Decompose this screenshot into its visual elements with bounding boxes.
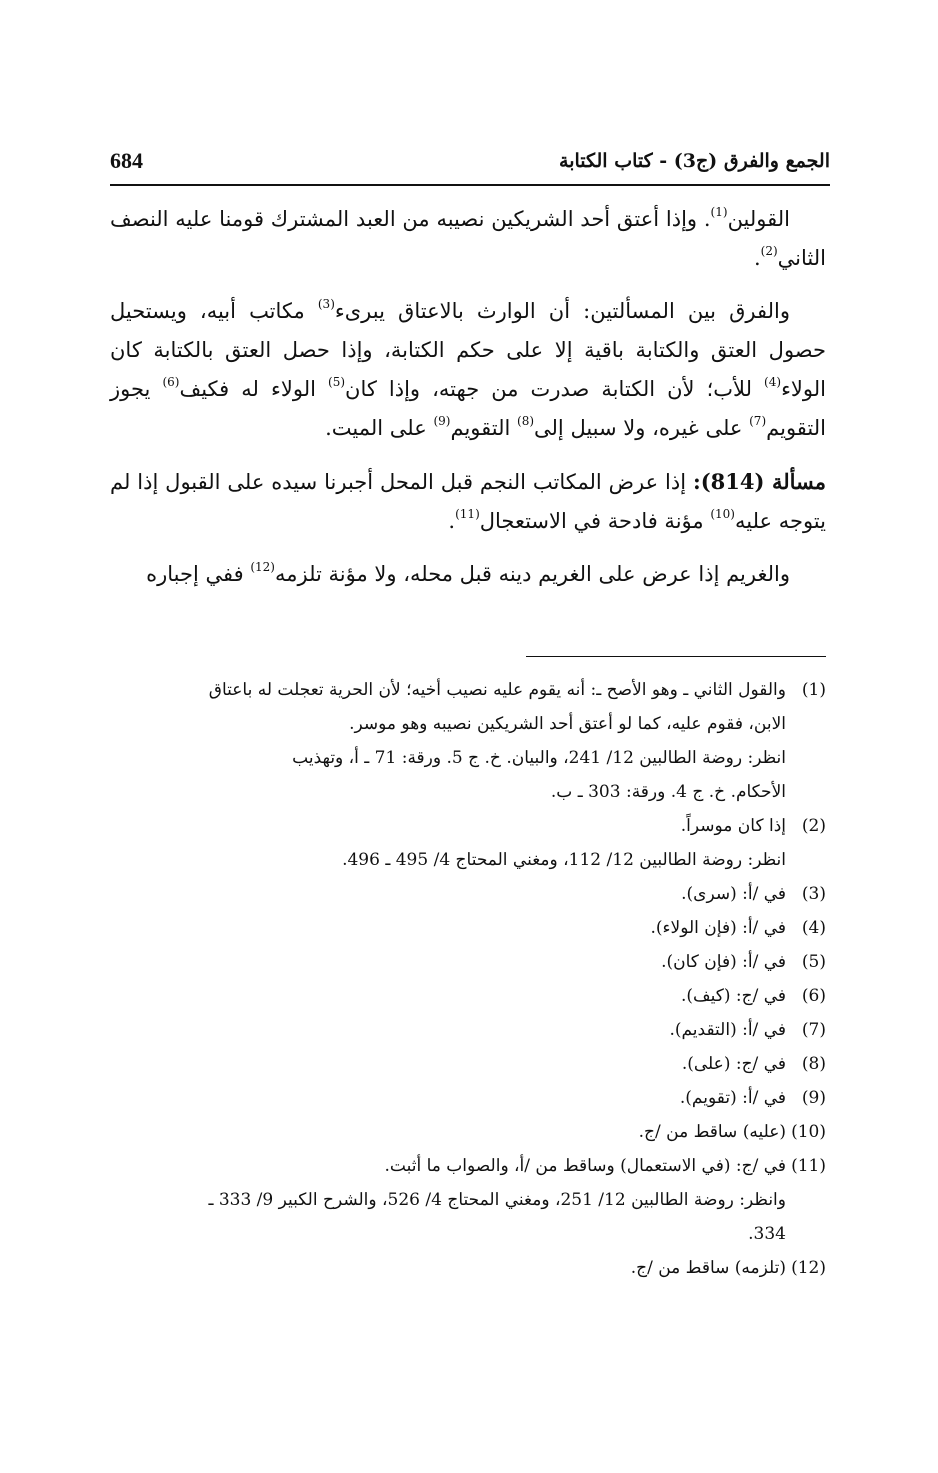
footnote-text: في /ج: (في الاستعمال) وساقط من /أ، والصواب ما أثبت.: [384, 1156, 786, 1176]
footnote-ref: (6): [162, 375, 180, 389]
footnote-10: [110, 1115, 826, 1149]
footnote-9: [110, 1081, 826, 1115]
main-text: [110, 200, 826, 608]
footnote-separator: [526, 656, 826, 657]
footnote-reference-continuation: الأحكام. خ. ج 4. ورقة: 303 ـ ب.: [550, 782, 786, 802]
running-header: [110, 140, 830, 186]
footnote-number: (9): [801, 1088, 826, 1108]
footnote-text: في /أ: (التقديم).: [669, 1020, 786, 1040]
footnote-ref: (12): [250, 560, 275, 574]
footnote-ref: (10): [710, 507, 735, 521]
footnote-ref: (5): [328, 375, 346, 389]
footnote-text: في /أ: (تقويم).: [679, 1088, 786, 1108]
footnote-number: (6): [801, 986, 826, 1006]
footnote-2: [110, 809, 826, 843]
footnote-11: [110, 1149, 826, 1183]
footnote-text: في /أ: (فإن الولاء).: [650, 918, 786, 938]
footnote-number: (2): [801, 816, 826, 836]
footnote-text: إذا كان موسراً.: [680, 816, 786, 836]
footnote-text: (عليه) ساقط من /ج.: [638, 1122, 786, 1142]
footnote-number: (12): [791, 1258, 826, 1278]
footnote-continuation: الابن، فقوم عليه، كما لو أعتق أحد الشريكين نصيبه وهو موسر.: [349, 714, 786, 734]
footnote-7: [110, 1013, 826, 1047]
footnote-text: في /ج: (كيف).: [680, 986, 786, 1006]
footnote-5: [110, 945, 826, 979]
footnote-reference: انظر: روضة الطالبين 12/ 241، والبيان. خ. ج 5. ورقة: 71 ـ أ، وتهذيب: [292, 748, 786, 768]
footnote-1: [110, 673, 826, 707]
footnote-text: في /أ: (فإن كان).: [661, 952, 786, 972]
footnote-ref: (1): [710, 205, 728, 219]
footnote-12: [110, 1251, 826, 1285]
footnote-number: (1): [801, 680, 826, 700]
paragraph-continuation: القولين$^{(1)}$. وإذا أعتق أحد الشريكين نصيبه من العبد المشترك قومنا عليه النصف الثاني$^{(2)}$.: [110, 205, 826, 270]
footnote-reference-continuation: 334.: [748, 1224, 786, 1244]
footnote-text: في /ج: (على).: [681, 1054, 786, 1074]
paragraph-difference: والفرق بين المسألتين: أن الوارث بالاعتاق يبرىء$^{(3)}$ مكاتب أبيه، ويستحيل حصول العتق والكتابة باقية إلا على حكم الكتابة، وإذا حصل العتق بالكتابة كان الولاء$^{(4)}$ للأب؛ لأن الكتابة صدرت من جهته، وإذا كان$^{(5)}$ الولاء له فكيف$^{(6)}$ يجوز التقويم$^{(7)}$ على غيره، ولا سبيل إلى$^{(8)}$ التقويم$^{(9)}$ على الميت.: [110, 297, 826, 440]
footnote-text: والقول الثاني ـ وهو الأصح ـ: أنه يقوم عليه نصيب أخيه؛ لأن الحرية تعجلت له باعتاق: [208, 680, 786, 700]
footnote-number: (5): [801, 952, 826, 972]
paragraph-issue-814: مسألة (814): إذا عرض المكاتب النجم قبل المحل أجبرنا سيده على القبول إذا لم يتوجه عليه$^{(10)}$ مؤنة فادحة في الاستعجال$^{(11)}$.: [110, 469, 826, 533]
footnote-reference: انظر: روضة الطالبين 12/ 112، ومغني المحتاج 4/ 495 ـ 496.: [342, 850, 786, 870]
footnote-number: (10): [791, 1122, 826, 1142]
footnote-number: (11): [791, 1156, 826, 1176]
footnote-ref: (9): [433, 414, 451, 428]
footnote-ref: (11): [455, 507, 480, 521]
footnote-number: (3): [801, 884, 826, 904]
footnote-number: (7): [801, 1020, 826, 1040]
issue-label: مسألة (814):: [692, 469, 826, 494]
footnote-6: [110, 979, 826, 1013]
footnote-number: (8): [801, 1054, 826, 1074]
footnote-ref: (4): [764, 375, 782, 389]
page-number: 684: [110, 148, 143, 173]
running-title: الجمع والفرق (ج3) - كتاب الكتابة: [559, 150, 830, 172]
footnote-ref: (3): [317, 297, 335, 311]
footnote-3: [110, 877, 826, 911]
footnote-4: [110, 911, 826, 945]
footnote-ref: (8): [517, 414, 535, 428]
footnote-text: (تلزمه) ساقط من /ج.: [630, 1258, 786, 1278]
footnote-ref: (7): [749, 414, 767, 428]
footnotes: [110, 673, 826, 1285]
footnote-number: (4): [801, 918, 826, 938]
footnote-8: [110, 1047, 826, 1081]
paragraph-debtor: والغريم إذا عرض على الغريم دينه قبل محله، ولا مؤنة تلزمه$^{(12)}$ ففي إجباره: [146, 560, 790, 586]
footnote-text: في /أ: (سرى).: [681, 884, 786, 904]
footnote-ref: (2): [760, 244, 778, 258]
footnote-reference: وانظر: روضة الطالبين 12/ 251، ومغني المحتاج 4/ 526، والشرح الكبير 9/ 333 ـ: [208, 1190, 786, 1210]
